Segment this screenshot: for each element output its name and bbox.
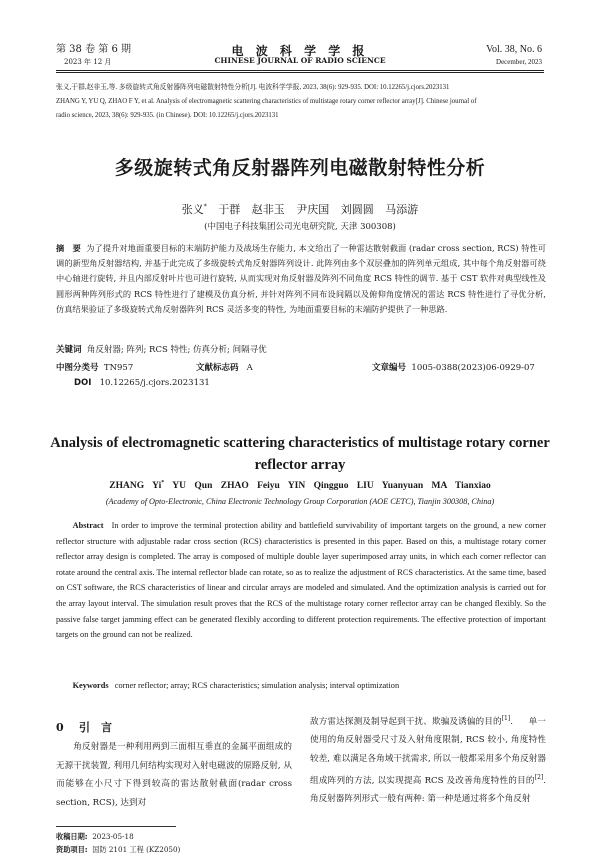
body-right-line-1: 敌方雷达探测及制导起到干扰、欺骗及诱偏的目的 <box>310 716 502 727</box>
section-title: 引 言 <box>78 721 112 734</box>
body-column-right: 敌方雷达探测及制导起到干扰、欺骗及诱偏的目的[1]. 单一使用的角反射器受尺寸及入射角度限制, RCS 较小, 角度特性较差, 难以满足各角域干扰需求, 所以一般都采用多个角反射器组成阵列的方法, 以实现提高 RCS 及改善角度特性的目的[2]. 角反射器阵列形式一般有两种: 第一种是通过将多个角反射 <box>310 715 546 805</box>
author-en: LIU Yuanyuan <box>356 481 424 492</box>
author-zh: 马添游 <box>385 203 419 216</box>
doi <box>74 378 210 388</box>
article-no-value: 1005-0388(2023)06-0929-07 <box>411 363 535 373</box>
document-code <box>196 361 253 373</box>
title-en-line-2: reflector array <box>254 457 346 473</box>
author-en: YIN Qingguo <box>287 481 349 492</box>
author-en: YU Qun <box>172 481 213 492</box>
clc-value: TN957 <box>103 363 134 373</box>
author-zh: 赵非玉 <box>251 203 285 216</box>
body-right-text: 单一使用的角反射器受尺寸及入射角度限制, RCS 较小, 角度特性较差, 难以满足各角域干扰需求, 所以一般都采用多个角反射器组成阵列的方法, 以实现提高 RCS 及改善角度特性的目的 <box>310 716 546 786</box>
author-en: ZHAO Feiyu <box>220 481 280 492</box>
doc-code-label: 文献标志码 <box>196 363 239 373</box>
date-en: December, 2023 <box>496 58 542 66</box>
keywords-en <box>56 681 399 690</box>
title-en-line-1: Analysis of electromagnetic scattering characteristics of multistage rotary corner <box>50 435 550 451</box>
keywords-en-label: Keywords <box>72 681 109 690</box>
abstract-zh-label: 摘 要 <box>56 243 81 253</box>
received-label: 收稿日期: <box>56 832 88 841</box>
header-rule <box>56 70 544 71</box>
reference-2: [2] <box>534 773 544 781</box>
received-date <box>56 832 134 842</box>
citation-zh: 张义,于群,赵非玉,等. 多级旋转式角反射器阵列电磁散射特性分析[J]. 电波科学学报, 2023, 38(6): 929-935. DOI: 10.12265/j.cjors.2023131 <box>56 84 450 91</box>
header-rule-thin <box>56 72 544 73</box>
corresponding-mark: * <box>203 203 207 211</box>
abstract-en <box>56 518 546 643</box>
abstract-en-text: In order to improve the terminal protection ability and battlefield survivability of important targets on the ground, a new corner reflector structure with adjustable radar cross section (RCS) characteristics is presented in this paper. Based on this, a multistage rotary corner reflector array design is completed. The array is composed of multiple double layer superimposed array units, in which each corner reflector can rotate around the central axis. The internal reflector blade can rotate, so as to realize the adjustment of RCS characteristics. At the same time, based on CST software, the RCS characteristics of linear and circular arrays are modeled and simulated. And the optimization analysis is carried out for the array layout interval. The simulation result proves that the RCS of the multistage rotary corner reflector array can be changed flexibly. So the passive false target jamming effect can be generated flexibly according to different protection requirements. The effective protection of important targets on the ground can not be realized. <box>56 521 546 640</box>
clc-number <box>56 361 133 373</box>
keywords-en-text: corner reflector; array; RCS characteristics; simulation analysis; interval optimization <box>114 681 400 690</box>
doc-code-value: A <box>246 363 253 373</box>
section-number: 0 <box>56 721 64 734</box>
abstract-zh <box>56 241 546 317</box>
citation-en-line-2: radio science, 2023, 38(6): 929-935. (in Chinese). DOI: 10.12265/j.cjors.2023131 <box>56 112 279 119</box>
funding-label: 资助项目: <box>56 845 88 854</box>
received-value: 2023-05-18 <box>92 832 134 841</box>
journal-title-zh: 电 波 科 学 学 报 <box>231 44 369 58</box>
volume-issue-en <box>486 44 542 68</box>
volume-en: Vol. 38, No. 6 <box>486 44 542 55</box>
footnote-rule <box>56 826 176 827</box>
author-en: ZHANG Yi <box>109 481 162 492</box>
author-zh: 刘圆圆 <box>340 203 374 216</box>
keywords-zh <box>56 343 267 355</box>
doi-label: DOI <box>74 378 92 388</box>
paper-title-en <box>40 432 560 476</box>
abstract-zh-text: 为了提升对地面重要目标的末端防护能力及战场生存能力, 本文给出了一种雷达散射截面 (radar cross section, RCS) 特性可调的新型角反射器结构, 并基于此完成了多级旋转式角反射器阵列设计. 此阵列由多个双层叠加的阵列单元组成, 其中每个角反射器可绕中心轴进行旋转, 并且内部反射叶片也可进行旋转, 从而实现对角反射器及阵列不同角度 RCS 特性的调节. 基于 CST 软件对典型线性及圆形两种阵列形式的 RCS 特性进行了建模及仿真分析, 并针对阵列不同布设间隔以及俯仰角度情况的雷达 RCS 特性进行了寻优分析, 仿真结果验证了多级旋转式角反射器阵列 RCS 灵活多变的特性, 为地面重要目标的末端防护提供了一种思路. <box>56 243 546 314</box>
clc-label: 中图分类号 <box>56 363 99 373</box>
volume-zh: 第 38 卷 第 6 期 <box>56 44 131 55</box>
author-zh: 张义 <box>181 203 204 216</box>
corresponding-mark-en: * <box>161 480 165 486</box>
date-zh: 2023 年 12 月 <box>64 58 112 66</box>
funding-value: 国防 2101 工程 (KZ2050) <box>92 845 181 854</box>
body-column-left: 角反射器是一种利用两到三面相互垂直的金属平面组成的无源干扰装置, 利用几何结构实现对入射电磁波的原路反射, 从而能够在小尺寸下得到较高的雷达散射截面(radar cross section, RCS), 达到对 <box>56 742 292 808</box>
affiliation-zh: (中国电子科技集团公司光电研究院, 天津 300308) <box>204 222 396 232</box>
author-zh: 于群 <box>218 203 241 216</box>
body-right-tail: . 角反射器阵列形式一般有两种: 第一种是通过将多个角反射 <box>310 775 546 805</box>
authors-en <box>0 480 600 491</box>
affiliation-en: (Academy of Opto-Electronic, China Electronic Technology Group Corporation (AOE CETC), Tianjin 300308, China) <box>105 497 495 506</box>
abstract-en-label: Abstract <box>72 521 104 530</box>
author-zh: 尹庆国 <box>296 203 330 216</box>
keywords-zh-text: 角反射器; 阵列; RCS 特性; 仿真分析; 间隔寻优 <box>86 345 267 355</box>
doi-value: 10.12265/j.cjors.2023131 <box>99 378 210 388</box>
article-number <box>372 361 535 373</box>
author-en: MA Tianxiao <box>431 481 491 492</box>
article-no-label: 文章编号 <box>372 363 407 373</box>
journal-title-en: CHINESE JOURNAL OF RADIO SCIENCE <box>214 56 386 65</box>
keywords-zh-label: 关键词 <box>56 345 82 355</box>
funding <box>56 845 180 855</box>
paper-title-zh: 多级旋转式角反射器阵列电磁散射特性分析 <box>114 157 486 179</box>
reference-1: [1] <box>501 715 511 722</box>
authors-zh <box>0 201 600 217</box>
citation-en-line-1: ZHANG Y, YU Q, ZHAO F Y, et al. Analysis of electromagnetic scattering characteristics of multistage rotary corner reflector array[J]. Chinese journal of <box>56 98 477 105</box>
section-heading-introduction <box>56 719 112 735</box>
